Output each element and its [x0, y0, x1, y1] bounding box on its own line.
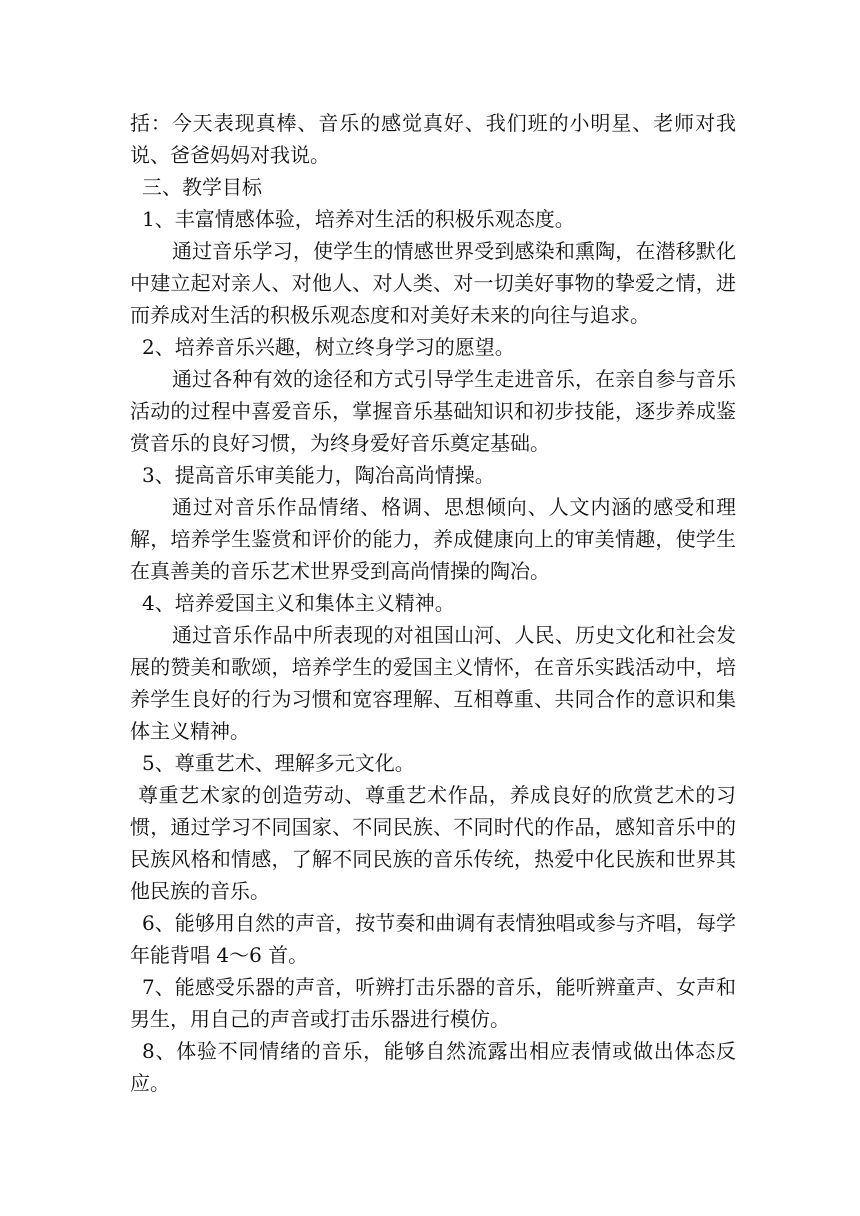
section-heading: 三、教学目标: [142, 175, 262, 199]
goal-body-1: 通过音乐学习，使学生的情感世界受到感染和熏陶，在潜移默化中建立起对亲人、对他人、对人类、对一切美好事物的挚爱之情，进而养成对生活的积极乐观态度和对美好未来的向往与追求。: [130, 239, 736, 327]
goal-body-4: 通过音乐作品中所表现的对祖国山河、人民、历史文化和社会发展的赞美和歌颂，培养学生的爱国主义情怀，在音乐实践活动中，培养学生良好的行为习惯和宽容理解、互相尊重、共同合作的意识和集体主义精神。: [130, 623, 736, 743]
goal-item-7: 7、能感受乐器的声音，听辨打击乐器的音乐，能听辨童声、女声和男生，用自己的声音或打击乐器进行模仿。: [130, 975, 736, 1031]
goal-heading-3: 3、提高音乐审美能力，陶冶高尚情操。: [142, 463, 495, 487]
goal-body-2: 通过各种有效的途径和方式引导学生走进音乐，在亲自参与音乐活动的过程中喜爱音乐，掌握音乐基础知识和初步技能，逐步养成鉴赏音乐的良好习惯，为终身爱好音乐奠定基础。: [130, 367, 736, 455]
goal-body-3: 通过对音乐作品情绪、格调、思想倾向、人文内涵的感受和理解，培养学生鉴赏和评价的能力，养成健康向上的审美情趣，使学生在真善美的音乐艺术世界受到高尚情操的陶冶。: [130, 495, 736, 583]
goal-heading-4: 4、培养爱国主义和集体主义精神。: [142, 591, 455, 615]
goal-heading-2: 2、培养音乐兴趣，树立终身学习的愿望。: [142, 335, 515, 359]
goal-item-6: 6、能够用自然的声音，按节奏和曲调有表情独唱或参与齐唱，每学年能背唱 4～6 首。: [130, 911, 736, 967]
goal-body-5: 尊重艺术家的创造劳动、尊重艺术作品，养成良好的欣赏艺术的习惯，通过学习不同国家、不同民族、不同时代的作品，感知音乐中的民族风格和情感，了解不同民族的音乐传统，热爱中化民族和世界其他民族的音乐。: [130, 783, 736, 903]
document-body: [130, 107, 736, 1099]
goal-item-8: 8、体验不同情绪的音乐，能够自然流露出相应表情或做出体态反应。: [130, 1039, 736, 1095]
goal-heading-1: 1、丰富情感体验，培养对生活的积极乐观态度。: [142, 207, 575, 231]
intro-paragraph: 括：今天表现真棒、音乐的感觉真好、我们班的小明星、老师对我说、爸爸妈妈对我说。: [130, 111, 736, 167]
goal-heading-5: 5、尊重艺术、理解多元文化。: [142, 751, 415, 775]
